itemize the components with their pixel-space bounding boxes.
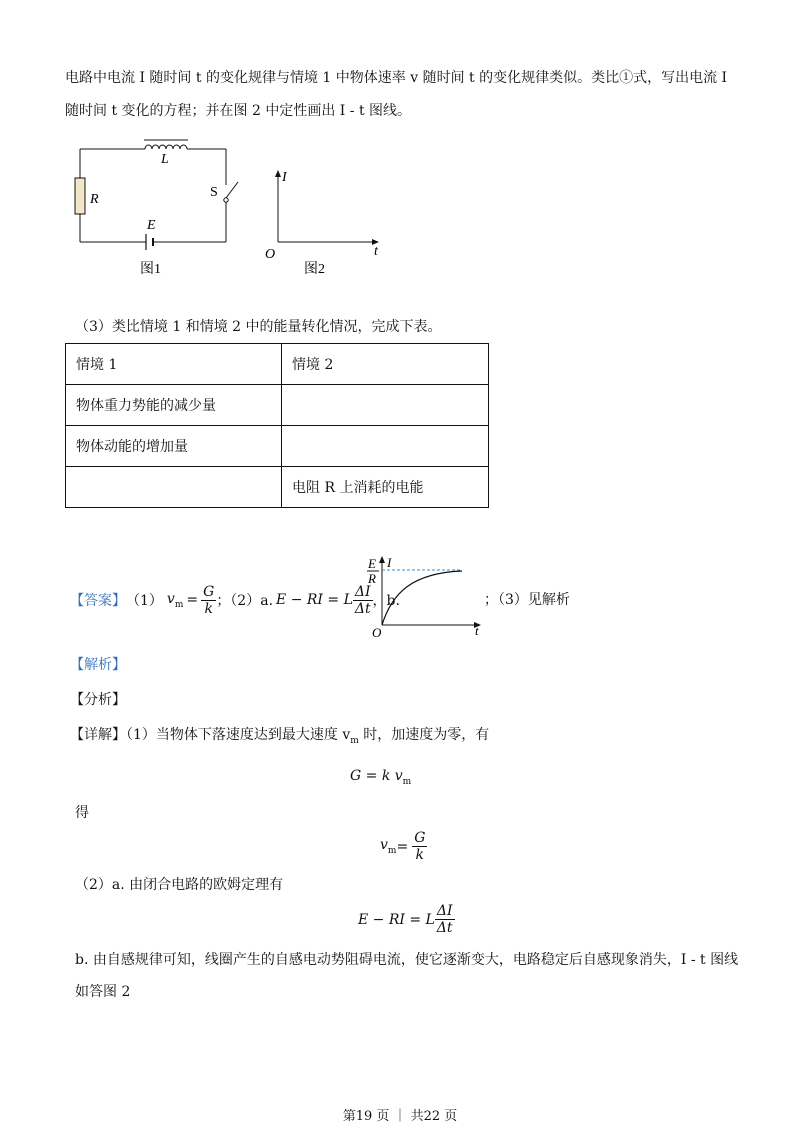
- answer-line: [70, 580, 400, 620]
- axis-label-t: t: [374, 244, 378, 259]
- table-cell: [66, 467, 282, 508]
- label-S: S: [210, 185, 218, 200]
- table-cell: [282, 385, 489, 426]
- fraction-dI-over-dt: [435, 903, 455, 936]
- fig2-caption: 图2: [304, 262, 325, 275]
- fraction-numerator: ΔI: [354, 583, 371, 600]
- vm-subscript: m: [402, 776, 412, 787]
- table-row: [66, 467, 489, 508]
- inductor-coil: [145, 145, 187, 149]
- de-text: 得: [75, 805, 89, 821]
- intro-line-1: 电路中电流 I 随时间 t 的变化规律与情境 1 中物体速率 v 随时间 t 的变化规律类似。类比①式，写出电流 I: [65, 70, 728, 86]
- fraction-denominator: k: [204, 600, 213, 617]
- equation-lhs: E − RI = L: [358, 911, 435, 928]
- answer-part3: ；（3）见解析: [484, 592, 570, 608]
- label-R: R: [368, 571, 376, 586]
- equals-sign: =: [396, 838, 409, 855]
- resistor: [75, 178, 85, 214]
- fenxi-heading: 【分析】: [70, 692, 126, 708]
- table-cell: 情境 2: [282, 344, 489, 385]
- detail-line-1: [70, 725, 489, 751]
- vm-symbol: v: [380, 837, 388, 854]
- answer-it-graph: [362, 553, 487, 643]
- origin-label: O: [372, 625, 382, 640]
- part-a-text: （2）a. 由闭合电路的欧姆定理有: [75, 877, 284, 893]
- label-E: E: [368, 556, 376, 571]
- table-cell: 物体重力势能的减少量: [66, 385, 282, 426]
- equals-sign: =: [186, 592, 199, 608]
- detail-tag: 【详解】: [70, 727, 126, 743]
- fraction-denominator: Δt: [354, 600, 371, 617]
- axis-label-t: t: [475, 623, 479, 638]
- circuit-figure: [60, 130, 260, 280]
- answer-b: ，b.: [372, 593, 400, 609]
- label-R: R: [90, 192, 99, 207]
- detail-text: （1）当物体下落速度达到最大速度 v: [126, 727, 351, 743]
- equation-kirchhoff: [358, 903, 455, 936]
- page-footer: 第19 页 ｜ 共22 页: [342, 1109, 458, 1124]
- vm-subscript: m: [350, 735, 359, 746]
- axis-label-I: I: [387, 555, 392, 570]
- fraction-numerator: G: [414, 830, 426, 846]
- energy-table: [65, 343, 489, 508]
- switch-contact: [224, 198, 228, 202]
- table-cell: 情境 1: [66, 344, 282, 385]
- current-curve: [382, 571, 462, 625]
- fig1-caption: 图1: [140, 262, 161, 277]
- table-row: [66, 385, 489, 426]
- fraction-denominator: Δt: [436, 920, 453, 936]
- origin-label: O: [265, 247, 276, 262]
- fraction-denominator: k: [415, 847, 425, 863]
- q3-text: （3）类比情境 1 和情境 2 中的能量转化情况，完成下表。: [75, 319, 442, 335]
- fraction-numerator: G: [203, 583, 215, 600]
- label-E: E: [147, 218, 156, 233]
- equation-G-kvm: [350, 766, 411, 792]
- fraction-numerator: ΔI: [436, 903, 453, 919]
- table-cell: 物体动能的增加量: [66, 426, 282, 467]
- label-L: L: [161, 152, 169, 167]
- fraction-G-over-k: [201, 584, 216, 617]
- equation-text: G = k v: [350, 768, 403, 784]
- table-row: [66, 344, 489, 385]
- intro-line-2: 随时间 t 变化的方程；并在图 2 中定性画出 I - t 图线。: [65, 103, 412, 119]
- equation-vm-G-over-k: [380, 830, 427, 863]
- vm-subscript: m: [174, 599, 184, 610]
- answer-equation-lhs: E − RI = L: [276, 592, 353, 608]
- vm-subscript: m: [387, 845, 397, 856]
- switch-lever: [226, 182, 238, 198]
- jiexi-heading: 【解析】: [70, 657, 126, 673]
- table-cell: [282, 426, 489, 467]
- fraction-G-over-k: [412, 830, 427, 863]
- answer-part1: （1）: [126, 593, 163, 609]
- detail-text-end: 时，加速度为零，有: [358, 727, 490, 743]
- part-b-line-1: b. 由自感规律可知，线圈产生的自感电动势阻碍电流，使它逐渐变大，电路稳定后自感现象消失，I - t 图线: [75, 952, 739, 968]
- answer-tag: 【答案】: [70, 593, 126, 609]
- answer-part2: ；（2）a.: [216, 593, 274, 609]
- blank-it-axes: [262, 165, 392, 275]
- table-cell: 电阻 R 上消耗的电能: [282, 467, 489, 508]
- table-row: [66, 426, 489, 467]
- part-b-line-2: 如答图 2: [75, 984, 131, 1000]
- vm-symbol: v: [166, 590, 175, 607]
- axis-label-I: I: [282, 170, 287, 185]
